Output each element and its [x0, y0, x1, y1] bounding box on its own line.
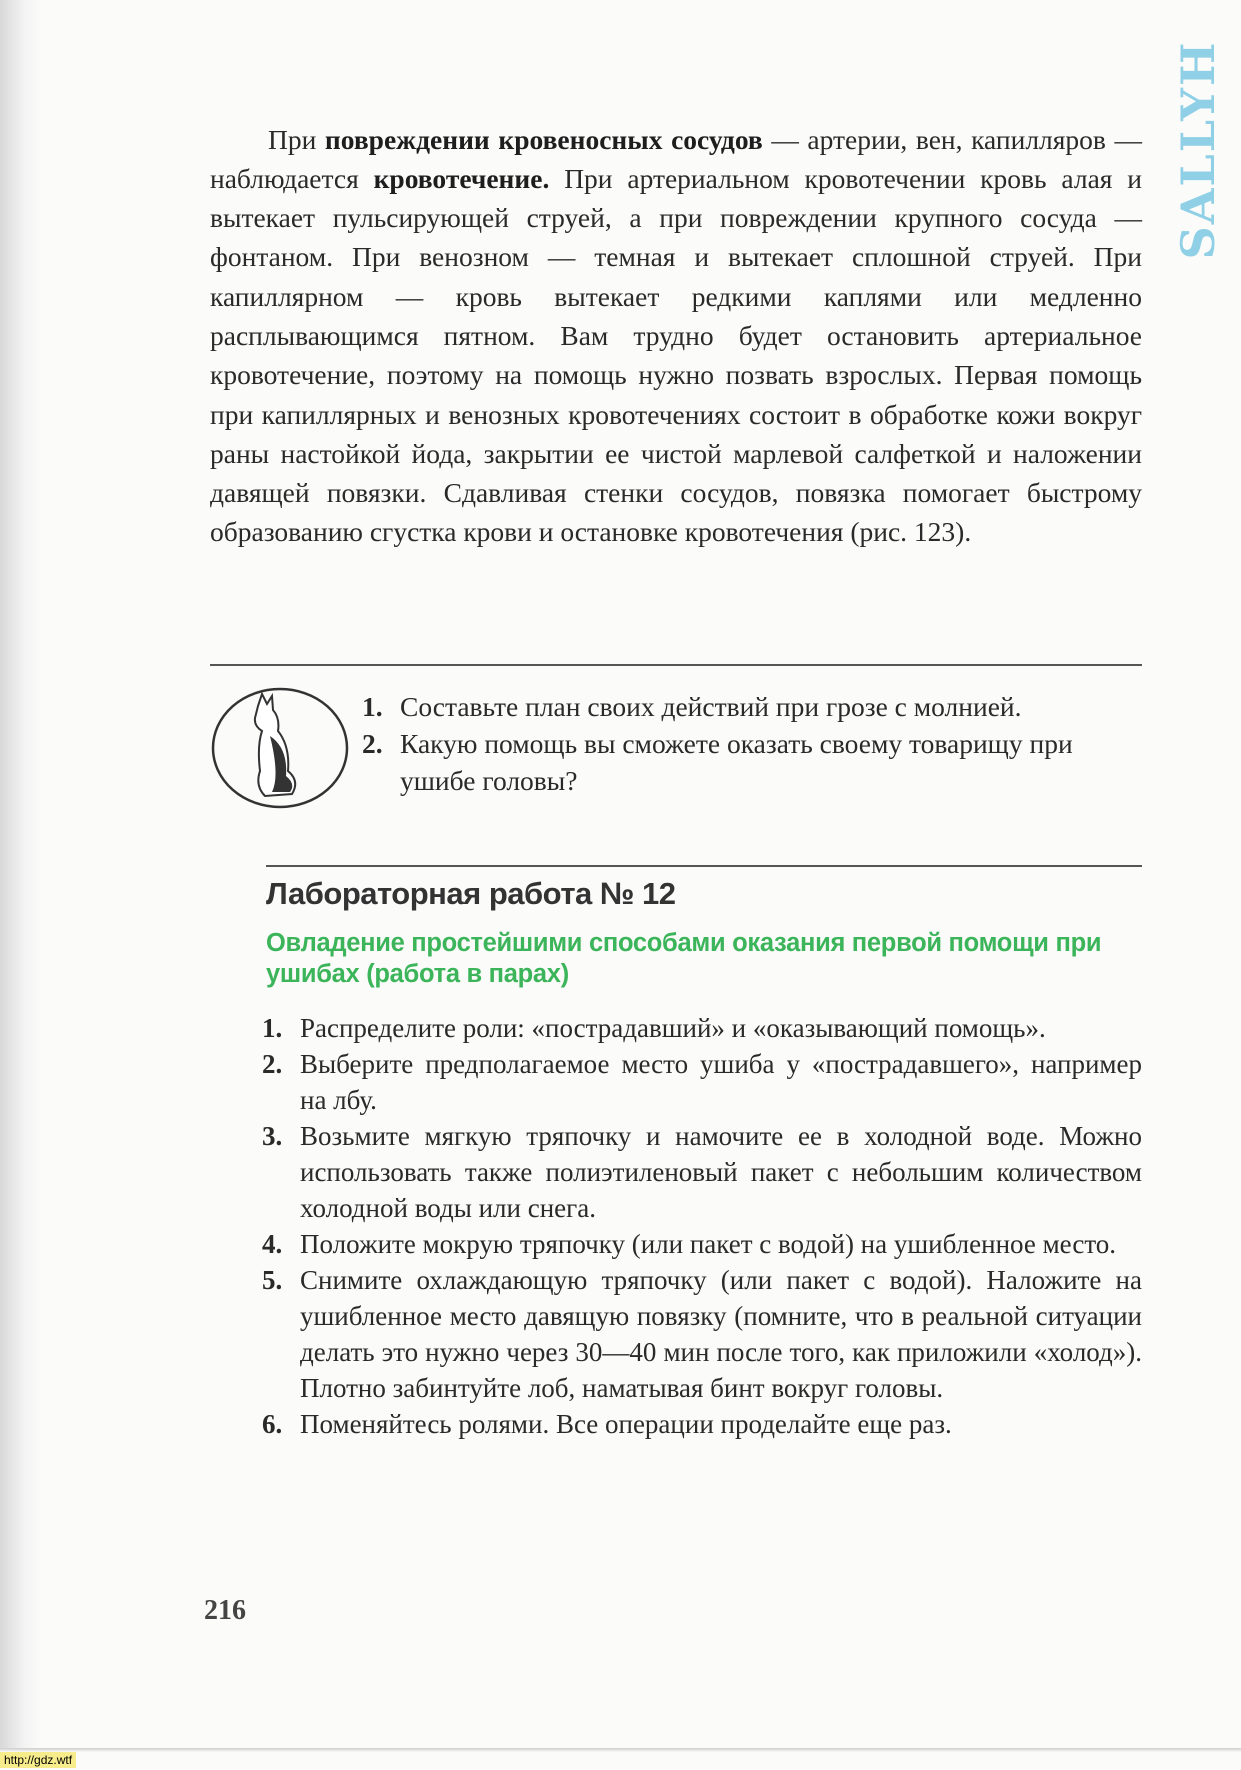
question-number: 1. — [362, 691, 383, 722]
bold-term: кровотечение. — [373, 162, 550, 194]
step-text: Возьмите мягкую тряпочку и намочите ее в холодной воде. Можно использовать также полиэтиленовый пакет с небольшим количеством холодной воды или снега. — [300, 1121, 1142, 1223]
step-number: 1. — [262, 1013, 283, 1043]
step-text: Поменяйтесь ролями. Все операции проделайте еще раз. — [300, 1409, 952, 1439]
lab-subtitle: Овладение простейшими способами оказания первой помощи при ушибах (работа в парах) — [266, 929, 1102, 988]
page-gutter-shadow — [0, 0, 40, 1750]
step-item — [262, 1262, 1142, 1406]
step-item — [262, 1046, 1142, 1118]
question-text: Составьте план своих действий при грозе с молнией. — [400, 691, 1022, 722]
source-link[interactable]: http://gdz.wtf — [0, 1752, 76, 1768]
bold-term: повреждении кровеносных сосудов — [324, 123, 763, 155]
text-segment: При — [268, 123, 325, 155]
step-number: 3. — [262, 1121, 283, 1151]
text-segment: — артерии, вен, капилляров — наблюдается — [210, 123, 1142, 194]
watermark-text: SALLYH — [1171, 40, 1225, 260]
divider — [266, 865, 1142, 867]
step-number: 5. — [262, 1265, 283, 1295]
page-edge — [0, 1748, 1241, 1752]
question-item — [362, 688, 1147, 725]
text-segment: При артериальном кровотечении кровь алая и вытекает пульсирующей струей, а при повреждении крупного сосуда — фонтаном. При венозном — темная и вытекает сплошной струей. При капиллярном — кровь вытекает редкими каплями или медленно расплывающимся пятном. Вам трудно будет остановить артериальное кровотечение, поэтому на помощь нужно позвать взрослых. Первая помощь при капиллярных и венозных кровотечениях состоит в обработке кожи вокруг раны настойкой йода, закрытии ее чистой марлевой салфеткой и наложении давящей повязки. Сдавливая стенки сосудов, повязка помогает быстрому образованию сгустка крови и остановке кровотечения (рис. 123). — [210, 162, 1142, 548]
step-number: 2. — [262, 1049, 283, 1079]
watermark — [1168, 20, 1228, 280]
step-text: Положите мокрую тряпочку (или пакет с водой) на ушибленное место. — [300, 1229, 1117, 1259]
step-item — [262, 1406, 1142, 1442]
question-item — [362, 725, 1147, 799]
body-paragraph — [210, 120, 1142, 552]
question-text: Какую помощь вы сможете оказать своему товарищу при ушибе головы? — [400, 728, 1073, 796]
review-questions — [362, 688, 1147, 799]
step-text: Снимите охлаждающую тряпочку (или пакет с водой). Наложите на ушибленное место давящую повязку (помните, что в реальной ситуации делать это нужно через 30—40 мин после того, как приложили «холод»). Плотно забинтуйте лоб, наматывая бинт вокруг головы. — [300, 1265, 1142, 1403]
step-text: Выберите предполагаемое место ушиба у «пострадавшего», например на лбу. — [300, 1049, 1142, 1115]
step-item — [262, 1226, 1142, 1262]
lab-steps — [262, 1010, 1142, 1442]
lab-title: Лабораторная работа № 12 — [266, 876, 676, 911]
step-text: Распределите роли: «пострадавший» и «оказывающий помощь». — [300, 1013, 1046, 1043]
step-item — [262, 1010, 1142, 1046]
step-number: 6. — [262, 1409, 283, 1439]
question-number: 2. — [362, 728, 383, 759]
divider — [210, 664, 1142, 666]
page-number: 216 — [204, 1595, 246, 1626]
step-item — [262, 1118, 1142, 1226]
step-number: 4. — [262, 1229, 283, 1259]
fox-icon — [210, 686, 350, 810]
